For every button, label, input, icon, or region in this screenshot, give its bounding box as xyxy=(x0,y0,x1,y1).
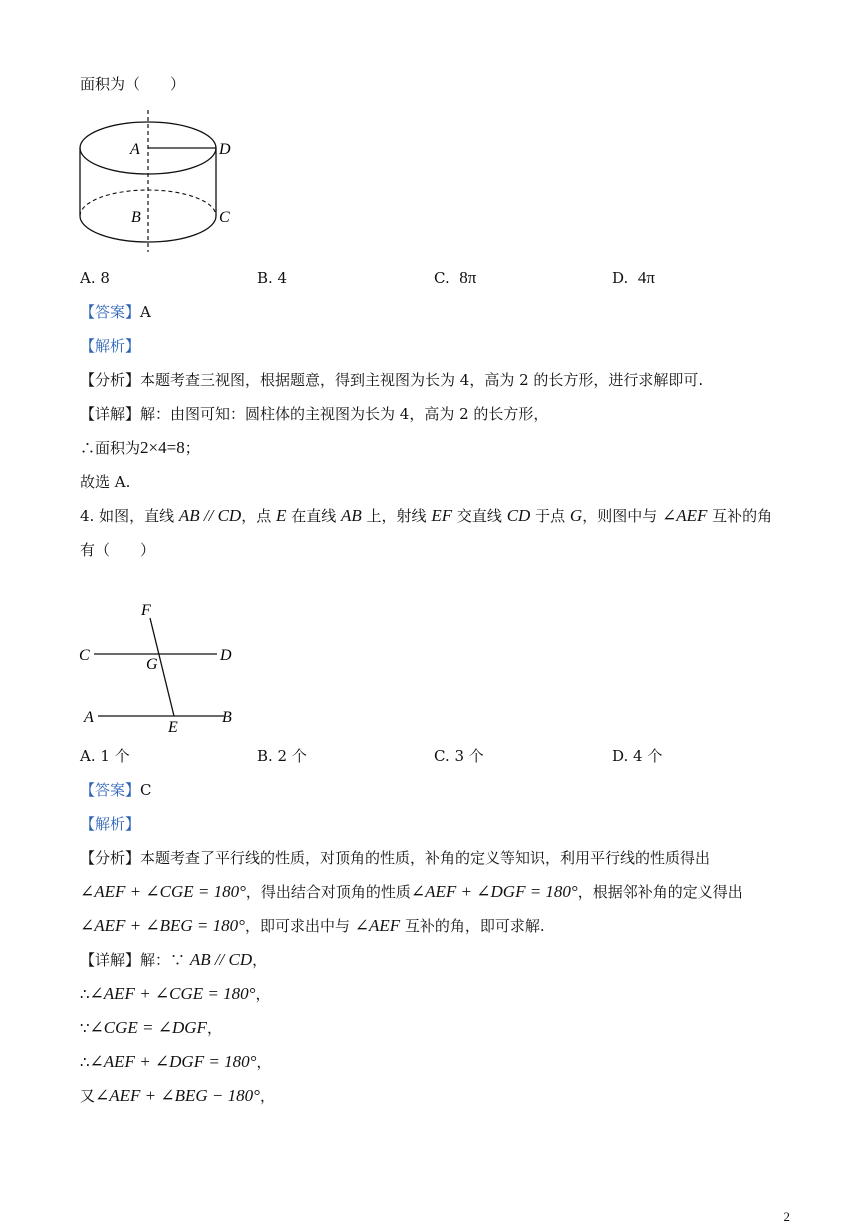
xj5-math: ∠AEF + ∠BEG − 180° xyxy=(95,1086,260,1105)
xj2-sym: ∴ xyxy=(80,985,90,1003)
label-c: C xyxy=(219,209,230,226)
q4-stem-line1 xyxy=(80,506,772,526)
label-a: A xyxy=(84,709,94,726)
q3-option-d-math: 4π xyxy=(637,268,655,287)
q4-xiangjie-line5 xyxy=(80,1086,275,1106)
answer-tag: 【答案】 xyxy=(80,303,141,321)
fenxi-tag: 【分析】 xyxy=(80,371,141,389)
fenxi-text-1: ，得出结合对顶角的性质 xyxy=(245,883,411,901)
xj5-text: 又 xyxy=(80,1087,96,1105)
xj2-math: ∠AEF + ∠CGE = 180° xyxy=(89,984,256,1003)
fenxi-math-3: ∠AEF + ∠BEG = 180° xyxy=(80,916,245,935)
area-prefix: ∴面积为 xyxy=(80,439,141,457)
fenxi-text-4: 互补的角，即可求解. xyxy=(404,917,545,935)
q4-t6: ，则图中与 xyxy=(582,507,658,525)
area-suffix: ； xyxy=(184,439,200,457)
q4-xiangjie-line3 xyxy=(80,1018,222,1038)
q3-analysis-tag: 【解析】 xyxy=(80,337,141,355)
q3-area-line xyxy=(80,438,200,458)
q4-fenxi-line3 xyxy=(80,916,545,936)
q3-text-tail: 面积为（ ） xyxy=(80,75,186,93)
q4-s7: ∠AEF xyxy=(661,506,708,525)
q3-answer xyxy=(80,302,151,322)
q4-xiangjie-line2 xyxy=(80,984,270,1004)
q3-option-b: B. 4 xyxy=(257,269,288,287)
q4-answer xyxy=(80,780,152,800)
answer-value: A xyxy=(140,303,151,321)
q3-option-a: A. 8 xyxy=(80,269,110,287)
q4-s2: E xyxy=(276,506,287,525)
xj3-tail: ， xyxy=(206,1019,222,1037)
q3-fenxi xyxy=(80,370,703,390)
q4-stem-line2: 有（ ） xyxy=(80,541,156,559)
xiangjie-text: 解：由图可知：圆柱体的主视图为长为 4，高为 2 的长方形， xyxy=(140,405,549,423)
xj1-math: AB // CD xyxy=(189,950,253,969)
fenxi-text: 本题考查三视图，根据题意，得到主视图为长为 4，高为 2 的长方形，进行求解即可. xyxy=(140,371,704,389)
q3-option-c xyxy=(434,268,476,288)
q3-xiangjie xyxy=(80,404,548,424)
xj3-sym: ∵ xyxy=(80,1019,90,1037)
answer-tag: 【答案】 xyxy=(80,781,141,799)
xiangjie-tag: 【详解】 xyxy=(80,951,141,969)
q4-t5: 于点 xyxy=(535,507,566,525)
q4-option-b: B. 2 个 xyxy=(257,747,307,765)
fenxi-math-4: ∠AEF xyxy=(354,916,401,935)
page-number: 2 xyxy=(783,1209,790,1224)
fenxi-text-2: ，根据邻补角的定义得出 xyxy=(577,883,743,901)
q4-option-d: D. 4 个 xyxy=(612,747,663,765)
q4-fenxi-line1 xyxy=(80,848,710,868)
fenxi-tag: 【分析】 xyxy=(80,849,141,867)
q4-s3: AB xyxy=(340,506,362,525)
answer-value: C xyxy=(140,781,152,799)
label-d: D xyxy=(219,141,231,158)
label-a: A xyxy=(130,141,140,158)
q4-s4: EF xyxy=(431,506,453,525)
xj5-tail: ， xyxy=(259,1087,275,1105)
q4-t7: 互补的角 xyxy=(712,507,773,525)
xj1-tail: ， xyxy=(252,951,268,969)
label-b: B xyxy=(131,209,141,226)
xj2-tail: ， xyxy=(255,985,271,1003)
q4-xiangjie-line4 xyxy=(80,1052,271,1072)
cylinder-figure xyxy=(70,108,250,258)
q4-xiangjie-line1 xyxy=(80,950,267,970)
q3-option-c-math: 8π xyxy=(459,268,477,287)
xj4-math: ∠AEF + ∠DGF = 180° xyxy=(89,1052,257,1071)
q4-t3: 上，射线 xyxy=(366,507,427,525)
fenxi-math-2: ∠AEF + ∠DGF = 180° xyxy=(410,882,578,901)
fenxi-text-3: ，即可求出中与 xyxy=(244,917,350,935)
q4-analysis-tag: 【解析】 xyxy=(80,815,141,833)
q4-num: 4. 如图，直线 xyxy=(80,507,175,525)
label-c: C xyxy=(79,647,90,664)
q4-fenxi-line2 xyxy=(80,882,743,902)
q4-t2: 在直线 xyxy=(291,507,337,525)
label-g: G xyxy=(146,656,158,673)
xj3-math: ∠CGE = ∠DGF xyxy=(89,1018,207,1037)
q3-option-c-label: C. xyxy=(434,269,450,287)
q3-option-d xyxy=(612,268,655,288)
label-f: F xyxy=(141,602,151,619)
q4-t1: ，点 xyxy=(241,507,272,525)
xj1-text: 解：∵ xyxy=(140,951,186,969)
q4-t4: 交直线 xyxy=(456,507,502,525)
xiangjie-tag: 【详解】 xyxy=(80,405,141,423)
q4-option-a: A. 1 个 xyxy=(80,747,130,765)
fenxi-math-1: ∠AEF + ∠CGE = 180° xyxy=(80,882,246,901)
q3-choose: 故选 A. xyxy=(80,473,131,491)
label-d: D xyxy=(220,647,232,664)
q4-s5: CD xyxy=(506,506,531,525)
q4-option-c: C. 3 个 xyxy=(434,747,484,765)
fenxi-text: 本题考查了平行线的性质，对顶角的性质，补角的定义等知识，利用平行线的性质得出 xyxy=(140,849,711,867)
parallel-lines-figure xyxy=(74,598,244,738)
xj4-tail: ， xyxy=(256,1053,272,1071)
area-math: 2×4=8 xyxy=(140,438,185,457)
q4-s1: AB // CD xyxy=(178,506,242,525)
label-e: E xyxy=(168,719,178,736)
label-b: B xyxy=(222,709,232,726)
xj4-sym: ∴ xyxy=(80,1053,90,1071)
q3-option-d-label: D. xyxy=(612,269,629,287)
q4-s6: G xyxy=(569,506,583,525)
